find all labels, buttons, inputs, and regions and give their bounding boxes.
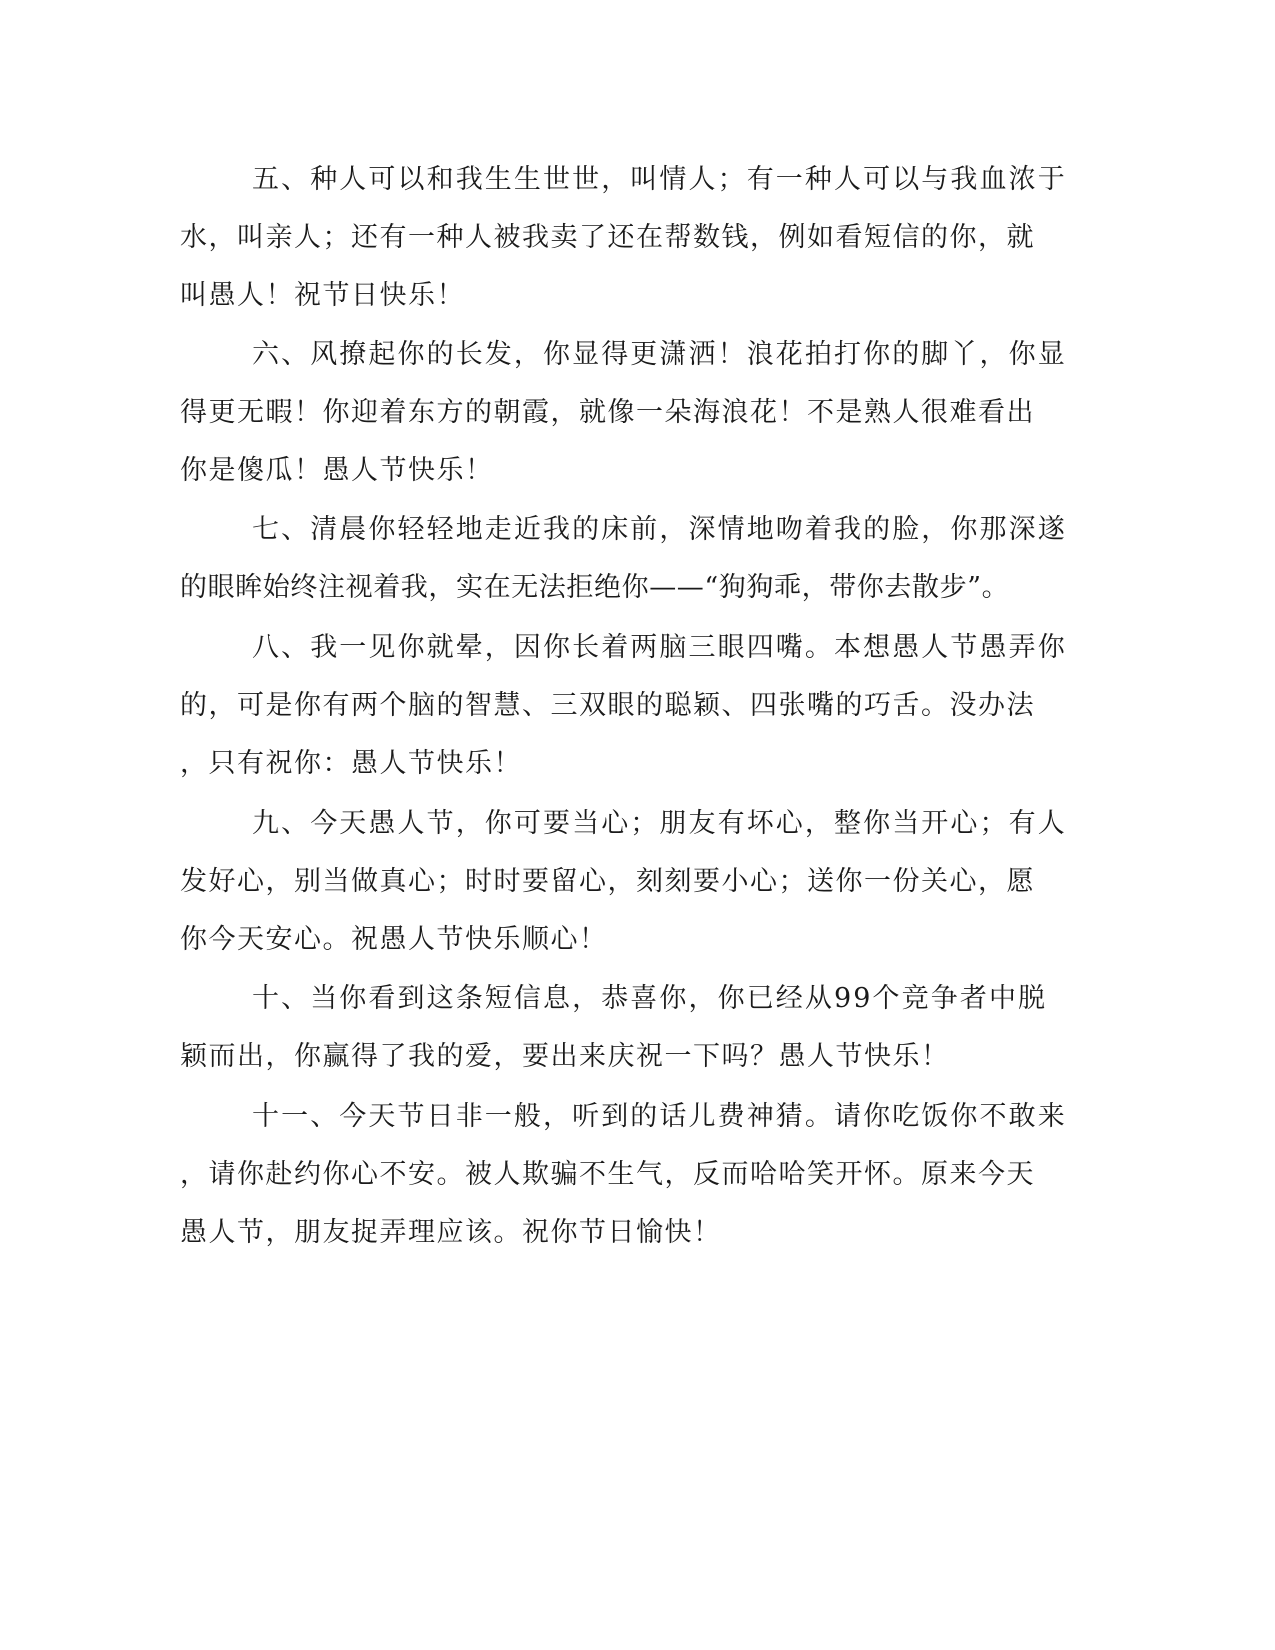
paragraph-8-line-3: ，只有祝你：愚人节快乐！	[180, 748, 522, 779]
paragraph-8-line-1: 八、我一见你就晕，因你长着两脑三眼四嘴。本想愚人节愚弄你	[252, 632, 1067, 663]
paragraph-8-line-2: 的，可是你有两个脑的智慧、三双眼的聪颖、四张嘴的巧舌。没办法	[180, 690, 1035, 721]
paragraph-9-line-2: 发好心，别当做真心；时时要留心，刻刻要小心；送你一份关心，愿	[180, 866, 1035, 897]
paragraph-5-line-1: 五、种人可以和我生生世世，叫情人；有一种人可以与我血浓于	[252, 164, 1067, 195]
paragraph-11-line-2: ，请你赴约你心不安。被人欺骗不生气，反而哈哈笑开怀。原来今天	[180, 1159, 1035, 1190]
paragraph-5-line-2: 水，叫亲人；还有一种人被我卖了还在帮数钱，例如看短信的你，就	[180, 222, 1035, 253]
paragraph-6-line-3: 你是傻瓜！愚人节快乐！	[180, 455, 494, 486]
paragraph-5-line-3: 叫愚人！祝节日快乐！	[180, 280, 465, 311]
paragraph-7-line-1: 七、清晨你轻轻地走近我的床前，深情地吻着我的脸，你那深遂	[252, 514, 1067, 545]
paragraph-7-line-2: 的眼眸始终注视着我，实在无法拒绝你——“狗狗乖，带你去散步”。	[180, 572, 1010, 603]
paragraph-6-line-2: 得更无暇！你迎着东方的朝霞，就像一朵海浪花！不是熟人很难看出	[180, 397, 1035, 428]
paragraph-6-line-1: 六、风撩起你的长发，你显得更潇洒！浪花拍打你的脚丫，你显	[252, 339, 1067, 370]
paragraph-10-line-1: 十、当你看到这条短信息，恭喜你，你已经从99个竞争者中脱	[252, 983, 1048, 1014]
paragraph-10-line-2: 颖而出，你赢得了我的爱，要出来庆祝一下吗？愚人节快乐！	[180, 1041, 950, 1072]
paragraph-9-line-3: 你今天安心。祝愚人节快乐顺心！	[180, 924, 608, 955]
paragraph-9-line-1: 九、今天愚人节，你可要当心；朋友有坏心，整你当开心；有人	[252, 808, 1067, 839]
paragraph-11-line-3: 愚人节，朋友捉弄理应该。祝你节日愉快！	[180, 1217, 722, 1248]
paragraph-11-line-1: 十一、今天节日非一般，听到的话儿费神猜。请你吃饭你不敢来	[252, 1101, 1067, 1132]
